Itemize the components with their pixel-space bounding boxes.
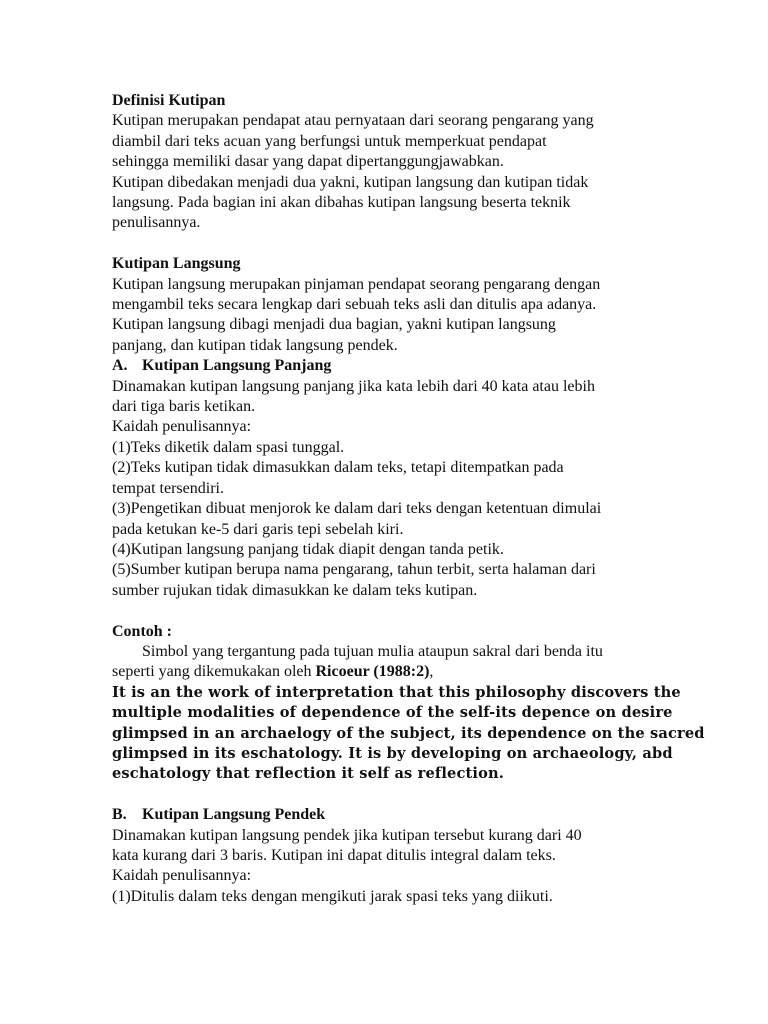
paragraph-line: Kutipan dibedakan menjadi dua yakni, kutipan langsung dan kutipan tidak — [112, 173, 589, 191]
heading-kutipan-langsung-pendek — [112, 805, 672, 825]
heading-contoh: Contoh : — [112, 622, 173, 640]
paragraph-line: Kaidah penulisannya: — [112, 867, 252, 885]
paragraph-line: mengambil teks secara lengkap dari sebuah teks asli dan ditulis apa adanya. — [112, 296, 597, 314]
paragraph-line: sehingga memiliki dasar yang dapat dipertanggungjawabkan. — [112, 153, 504, 171]
blank-line — [112, 785, 672, 805]
list-marker: A. — [112, 357, 128, 375]
paragraph-line: penulisannya. — [112, 214, 201, 232]
paragraph-line: langsung. Pada bagian ini akan dibahas kutipan langsung beserta teknik — [112, 194, 571, 212]
rule-item: tempat tersendiri. — [112, 479, 224, 497]
rule-item: (1)Ditulis dalam teks dengan mengikuti jarak spasi teks yang diikuti. — [112, 887, 553, 905]
quote-line: multiple modalities of dependence of the self-its depence on desire — [112, 704, 673, 722]
paragraph-line: Dinamakan kutipan langsung pendek jika kutipan tersebut kurang dari 40 — [112, 826, 582, 844]
paragraph-line: kata kurang dari 3 baris. Kutipan ini dapat ditulis integral dalam teks. — [112, 846, 556, 864]
quote-line: eschatology that reflection it self as reflection. — [112, 765, 504, 783]
list-marker: B. — [112, 806, 127, 824]
rule-item: (5)Sumber kutipan berupa nama pengarang, tahun terbit, serta halaman dari — [112, 561, 596, 579]
heading-definisi-kutipan: Definisi Kutipan — [112, 92, 226, 109]
quote-line: glimpsed in an archaelogy of the subject, its dependence on the sacred — [112, 724, 705, 742]
rule-item: sumber rujukan tidak dimasukkan ke dalam teks kutipan. — [112, 581, 478, 599]
rule-item: (3)Pengetikan dibuat menjorok ke dalam dari teks dengan ketentuan dimulai — [112, 500, 602, 518]
citation-ricoeur: Ricoeur (1988:2) — [315, 663, 430, 681]
heading-text: Kutipan Langsung Panjang — [142, 357, 332, 375]
heading-kutipan-langsung: Kutipan Langsung — [112, 255, 241, 273]
rule-item: (4)Kutipan langsung panjang tidak diapit dengan tanda petik. — [112, 540, 504, 558]
rule-item: (2)Teks kutipan tidak dimasukkan dalam teks, tetapi ditempatkan pada — [112, 459, 564, 477]
paragraph-line: Dinamakan kutipan langsung panjang jika kata lebih dari 40 kata atau lebih — [112, 377, 595, 395]
document-page — [112, 91, 705, 907]
intro-prefix: seperti yang dikemukakan oleh — [112, 663, 316, 681]
paragraph-line: Kutipan langsung merupakan pinjaman pendapat seorang pengarang dengan — [112, 275, 601, 293]
rule-item: pada ketukan ke-5 dari garis tepi sebelah kiri. — [112, 520, 404, 538]
example-intro-line: Simbol yang tergantung pada tujuan mulia ataupun sakral dari benda itu — [142, 642, 603, 660]
rule-item: (1)Teks diketik dalam spasi tunggal. — [112, 438, 345, 456]
paragraph-line: Kutipan langsung dibagi menjadi dua bagian, yakni kutipan langsung — [112, 316, 556, 334]
paragraph-line: diambil dari teks acuan yang berfungsi untuk memperkuat pendapat — [112, 132, 547, 150]
paragraph-line: Kaidah penulisannya: — [112, 418, 252, 436]
paragraph-line: Kutipan merupakan pendapat atau pernyataan dari seorang pengarang yang — [112, 112, 594, 130]
example-intro-line — [112, 662, 672, 682]
quote-line: It is an the work of interpretation that this philosophy discovers the — [112, 683, 681, 701]
quote-line: glimpsed in its eschatology. It is by developing on archaeology, abd — [112, 744, 673, 762]
heading-text: Kutipan Langsung Pendek — [142, 806, 326, 824]
paragraph-line: panjang, dan kutipan tidak langsung pendek. — [112, 336, 398, 354]
heading-kutipan-langsung-panjang — [112, 356, 672, 376]
intro-suffix: , — [429, 663, 434, 681]
blank-line — [112, 234, 672, 254]
paragraph-line: dari tiga baris ketikan. — [112, 398, 256, 416]
blank-line — [112, 601, 672, 621]
